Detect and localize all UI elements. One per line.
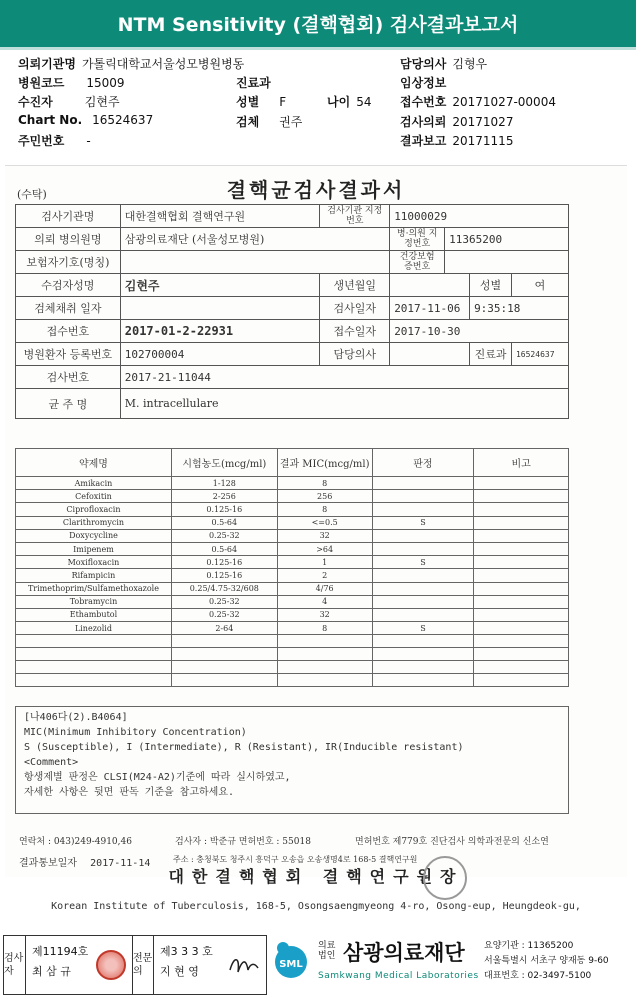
empty-cell <box>16 674 172 687</box>
institution-value: 가톨릭대학교서울성모병원병동 <box>81 57 245 71</box>
empty-cell <box>171 674 277 687</box>
doc-sex-label: 성별 <box>470 274 512 297</box>
lab-label: 검사기관명 <box>16 205 121 228</box>
empty-cell <box>277 661 372 674</box>
lab-code-label: 검사기관 지정번호 <box>320 205 390 228</box>
patient-label: 수검자성명 <box>16 274 121 297</box>
comment-line: [나406다(2).B4064] <box>24 712 128 723</box>
conc-cell: 2-64 <box>171 622 277 635</box>
sml-logo-text: SML <box>279 959 303 970</box>
note-cell <box>474 556 569 569</box>
organism-value: M. intracellulare <box>120 389 568 419</box>
request-label: 검사의뢰 <box>400 115 447 129</box>
empty-cell <box>474 661 569 674</box>
conc-cell: 1-128 <box>171 477 277 490</box>
official-seal <box>423 856 467 900</box>
empty-cell <box>277 635 372 648</box>
dept-label: 진료과 <box>236 76 271 90</box>
sml-info-address: 서울특별시 서초구 양재동 9-60 <box>484 956 609 966</box>
report-value: 20171115 <box>452 134 514 148</box>
empty-cell <box>474 648 569 661</box>
empty-cell <box>474 635 569 648</box>
sml-prefix-1: 의료 <box>318 941 336 951</box>
lab-value: 대한결핵협회 결핵연구원 <box>120 205 320 228</box>
hosp-code-value: 11365200 <box>445 228 569 251</box>
comment-line: 자세한 사항은 뒷면 판독 기준을 참고하세요. <box>24 787 235 798</box>
note-cell <box>474 503 569 516</box>
doctor-value: 김형우 <box>452 57 488 71</box>
insurance-label: 보험자기호(명칭) <box>16 251 121 274</box>
mic-header: 결과 MIC(mcg/ml) <box>277 449 372 477</box>
license-text: 면허번호 제779호 진단검사 의학과전문의 신소연 <box>355 837 549 847</box>
note-cell <box>474 516 569 529</box>
empty-row <box>16 648 569 661</box>
empty-cell <box>171 635 277 648</box>
conc-cell: 0.125-16 <box>171 556 277 569</box>
insurance-no-label: 건강보험 증번호 <box>390 251 445 274</box>
doc-receipt-value: 2017-01-2-22931 <box>120 320 320 343</box>
drug-row <box>16 516 569 529</box>
drug-name-cell: Trimethoprim/Sulfamethoxazole <box>16 582 172 595</box>
examiner-vlabel: 검사자 <box>4 936 26 994</box>
sml-name: 삼광의료재단 <box>343 941 465 965</box>
conc-cell: 2-256 <box>171 490 277 503</box>
specialist-name: 지 현 영 <box>160 965 199 978</box>
conc-cell: 0.25-32 <box>171 529 277 542</box>
mic-cell: 1 <box>277 556 372 569</box>
signature-box <box>3 935 267 995</box>
scanned-result-document <box>5 165 627 912</box>
organization-name: 대한결핵협회 결핵연구원장 <box>168 867 464 886</box>
conc-cell: 0.125-16 <box>171 569 277 582</box>
drug-row <box>16 569 569 582</box>
mic-cell: 8 <box>277 477 372 490</box>
mic-cell: 4/76 <box>277 582 372 595</box>
drug-name-cell: Amikacin <box>16 477 172 490</box>
hospital-label: 의뢰 병의원명 <box>16 228 121 251</box>
collect-value <box>120 297 320 320</box>
drug-name-cell: Ciprofloxacin <box>16 503 172 516</box>
note-cell <box>474 595 569 608</box>
reg-value: 102700004 <box>120 343 320 366</box>
sml-info <box>484 939 609 984</box>
note-cell <box>474 608 569 621</box>
empty-cell <box>277 674 372 687</box>
note-cell <box>474 490 569 503</box>
mic-cell: 32 <box>277 608 372 621</box>
note-cell <box>474 542 569 555</box>
test-no-value: 2017-21-11044 <box>120 366 568 389</box>
request-value: 20171027 <box>452 115 514 129</box>
comment-line: <Comment> <box>24 757 79 768</box>
drug-row <box>16 595 569 608</box>
interp-cell <box>372 490 474 503</box>
drug-header: 약제명 <box>16 449 172 477</box>
interp-cell <box>372 542 474 555</box>
age-label: 나이 <box>327 95 351 109</box>
test-time-value: 9:35:18 <box>470 297 569 320</box>
interp-cell: S <box>372 516 474 529</box>
doc-subtitle: (수탁) <box>17 188 47 201</box>
drug-row <box>16 477 569 490</box>
hosp-code-label: 병·의원 지정번호 <box>390 228 445 251</box>
examiner-license <box>32 942 88 982</box>
note-cell <box>474 622 569 635</box>
drug-name-cell: Linezolid <box>16 622 172 635</box>
conc-cell: 0.5-64 <box>171 542 277 555</box>
sml-info-phone: 대표번호 : 02-3497-5100 <box>484 971 592 981</box>
interp-cell <box>372 608 474 621</box>
empty-cell <box>277 648 372 661</box>
drug-name-cell: Imipenem <box>16 542 172 555</box>
note-header: 비고 <box>474 449 569 477</box>
sml-prefix-2: 법인 <box>318 951 336 961</box>
interp-cell: S <box>372 622 474 635</box>
sml-prefix <box>318 941 335 961</box>
empty-cell <box>16 648 172 661</box>
sml-logo-icon <box>270 938 312 980</box>
seal-icon <box>96 950 126 980</box>
drug-name-cell: Doxycycline <box>16 529 172 542</box>
birth-label: 생년월일 <box>320 274 390 297</box>
doctor-label: 담당의사 <box>400 57 447 71</box>
mic-cell: 2 <box>277 569 372 582</box>
doc-doctor-value <box>390 343 470 366</box>
doc-receipt-label: 접수번호 <box>16 320 121 343</box>
drug-row <box>16 582 569 595</box>
comment-line: 항생제별 판정은 CLSI(M24-A2)기준에 따라 실시하였고, <box>24 772 291 783</box>
notice-date: 2017-11-14 <box>90 858 151 869</box>
note-cell <box>474 529 569 542</box>
collect-label: 검체채취 일자 <box>16 297 121 320</box>
sml-english: Samkwang Medical Laboratories <box>318 971 479 981</box>
specimen-label: 검체 <box>236 115 260 129</box>
receipt-label: 접수번호 <box>400 95 447 109</box>
specialist-no: 제3 3 3 호 <box>160 945 213 958</box>
collector-label: 수진자 <box>18 95 53 109</box>
interp-cell <box>372 477 474 490</box>
comment-box <box>15 706 569 814</box>
collector-value: 김현주 <box>84 95 120 109</box>
interp-cell <box>372 595 474 608</box>
signature-icon <box>226 950 262 980</box>
drug-row <box>16 542 569 555</box>
drug-name-cell: Moxifloxacin <box>16 556 172 569</box>
report-label: 결과보고 <box>400 134 447 148</box>
report-footer <box>0 933 636 1000</box>
doc-dept-label: 진료과 <box>470 343 512 366</box>
drug-name-cell: Tobramycin <box>16 595 172 608</box>
empty-row <box>16 661 569 674</box>
empty-cell <box>16 635 172 648</box>
interp-cell <box>372 503 474 516</box>
receipt-date-value: 2017-10-30 <box>390 320 569 343</box>
conc-cell: 0.25/4.75-32/608 <box>171 582 277 595</box>
empty-cell <box>372 661 474 674</box>
id-value: - <box>86 134 91 148</box>
test-no-label: 검사번호 <box>16 366 121 389</box>
empty-row <box>16 635 569 648</box>
drug-sensitivity-table <box>15 448 569 687</box>
conc-header: 시험농도(mcg/ml) <box>171 449 277 477</box>
test-date-label: 검사일자 <box>320 297 390 320</box>
notice-label: 결과통보일자 <box>19 858 77 869</box>
birth-value <box>390 274 470 297</box>
empty-cell <box>372 674 474 687</box>
address-text: 주소 : 충청북도 청주시 흥덕구 오송읍 오송생명4로 168-5 결핵연구원 <box>173 855 418 864</box>
doc-dept-value: 16524637 <box>511 343 568 366</box>
conc-cell: 0.125-16 <box>171 503 277 516</box>
patient-info-table <box>15 204 569 419</box>
empty-row <box>16 674 569 687</box>
empty-cell <box>171 648 277 661</box>
institution-label: 의뢰기관명 <box>18 57 76 71</box>
receipt-value: 20171027-00004 <box>452 95 556 109</box>
organism-label: 균 주 명 <box>16 389 121 419</box>
empty-cell <box>16 661 172 674</box>
clinical-label: 임상정보 <box>400 76 447 90</box>
chart-label: Chart No. <box>18 113 83 127</box>
note-cell <box>474 582 569 595</box>
drug-row <box>16 622 569 635</box>
insurance-value <box>120 251 389 274</box>
drug-name-cell: Ethambutol <box>16 608 172 621</box>
report-title: NTM Sensitivity (결핵협회) 검사결과보고서 <box>0 0 636 50</box>
specimen-value: 권주 <box>279 115 303 129</box>
reg-label: 병원환자 등록번호 <box>16 343 121 366</box>
hospital-code-label: 병원코드 <box>18 76 65 90</box>
comment-line: S (Susceptible), I (Intermediate), R (Resistant), IR(Inducible resistant) <box>24 742 464 753</box>
hospital-value: 삼광의료재단 (서울성모병원) <box>120 228 389 251</box>
drug-row <box>16 490 569 503</box>
doc-title: 결핵균검사결과서 <box>226 178 406 202</box>
interp-cell: S <box>372 556 474 569</box>
conc-cell: 0.25-32 <box>171 595 277 608</box>
id-label: 주민번호 <box>18 134 65 148</box>
mic-cell: >64 <box>277 542 372 555</box>
conc-cell: 0.25-32 <box>171 608 277 621</box>
note-cell <box>474 477 569 490</box>
mic-cell: 8 <box>277 503 372 516</box>
mic-cell: <=0.5 <box>277 516 372 529</box>
drug-row <box>16 556 569 569</box>
interp-cell <box>372 582 474 595</box>
mic-cell: 4 <box>277 595 372 608</box>
chart-value: 16524637 <box>92 113 154 127</box>
age-value: 54 <box>356 95 372 109</box>
mic-cell: 256 <box>277 490 372 503</box>
note-cell <box>474 569 569 582</box>
drug-row <box>16 608 569 621</box>
patient-value: 김현주 <box>120 274 320 297</box>
organization-english: Korean Institute of Tuberculosis, 168-5, Osongsaengmyeong 4-ro, Osong-eup, Heungdeok-gu, <box>51 901 581 912</box>
mic-cell: 8 <box>277 622 372 635</box>
empty-cell <box>474 674 569 687</box>
drug-name-cell: Rifampicin <box>16 569 172 582</box>
drug-name-cell: Clarithromycin <box>16 516 172 529</box>
mic-cell: 32 <box>277 529 372 542</box>
empty-cell <box>372 648 474 661</box>
empty-cell <box>372 635 474 648</box>
interp-cell <box>372 569 474 582</box>
interp-cell <box>372 529 474 542</box>
examiner-name: 최 삼 규 <box>32 965 71 978</box>
empty-cell <box>171 661 277 674</box>
drug-row <box>16 529 569 542</box>
lab-code-value: 11000029 <box>390 205 569 228</box>
conc-cell: 0.5-64 <box>171 516 277 529</box>
sml-info-code: 요양기관 : 11365200 <box>484 941 574 951</box>
comment-line: MIC(Minimum Inhibitory Concentration) <box>24 727 247 738</box>
sex-value: F <box>279 95 287 109</box>
receipt-date-label: 접수일자 <box>320 320 390 343</box>
doc-doctor-label: 담당의사 <box>320 343 390 366</box>
examiner-text: 검사자 : 박준규 면허번호 : 55018 <box>175 837 311 847</box>
hospital-code-value: 15009 <box>86 76 125 90</box>
drug-row <box>16 503 569 516</box>
interp-header: 판정 <box>372 449 474 477</box>
doc-sex-value: 여 <box>511 274 568 297</box>
test-date-value: 2017-11-06 <box>390 297 470 320</box>
specialist-vlabel: 전문의 <box>132 936 154 994</box>
contact-text: 연락처 : 043)249-4910,46 <box>19 837 132 847</box>
sex-label: 성별 <box>236 95 260 109</box>
insurance-no-value <box>445 251 569 274</box>
specialist-license <box>160 942 213 982</box>
examiner-no: 제11194호 <box>32 945 89 958</box>
drug-name-cell: Cefoxitin <box>16 490 172 503</box>
